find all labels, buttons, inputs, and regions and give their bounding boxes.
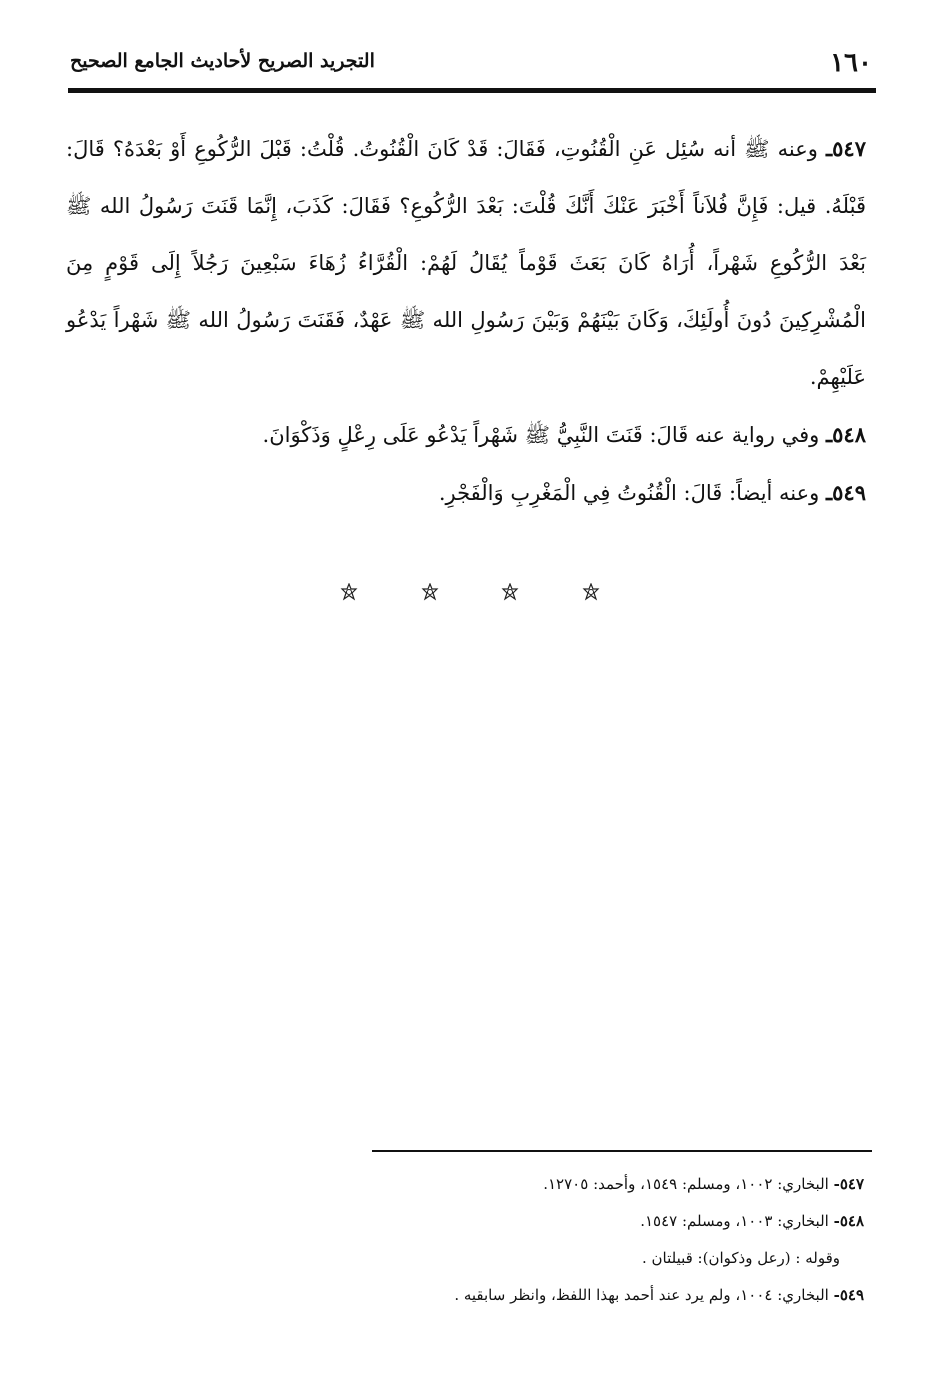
footnote-text: البخاري: ١٠٠٣، ومسلم: ١٥٤٧.	[640, 1212, 829, 1230]
hadith-number: ٥٤٧ـ	[825, 136, 866, 161]
footnote	[300, 1277, 864, 1314]
hadith-number: ٥٤٨ـ	[826, 422, 866, 447]
footnote-number: ٥٤٨-	[833, 1212, 864, 1230]
star-ornament-icon	[340, 583, 358, 601]
star-ornament-icon	[582, 583, 600, 601]
hadith-paragraph	[66, 120, 866, 406]
header-rule	[68, 88, 876, 93]
hadith-text: وفي رواية عنه قَالَ: قَنَتَ النَّبِيُّ ﷺ شَهْراً يَدْعُو عَلَى رِعْلٍ وَذَكْوَانَ.	[262, 423, 820, 447]
star-ornament-icon	[501, 583, 519, 601]
footnote-text: وقوله : (رعل وذكوان): قبيلتان .	[641, 1249, 840, 1267]
star-ornament-icon	[421, 583, 439, 601]
page-header	[68, 44, 876, 88]
hadith-paragraph	[66, 406, 866, 464]
running-title: التجريد الصريح لأحاديث الجامع الصحيح	[70, 50, 375, 72]
main-text	[66, 120, 866, 522]
hadith-paragraph	[66, 464, 866, 522]
footnotes	[300, 1166, 864, 1314]
hadith-text: وعنه ﷺ أنه سُئِل عَنِ الْقُنُوتِ، فَقَالَ: قَدْ كَانَ الْقُنُوتُ. قُلْتُ: قَبْلَ الرُّكُوعِ أَوْ بَعْدَهُ؟ قَالَ: قَبْلَهُ. قيل: فَإِنَّ فُلاَناً أَخْبَرَ عَنْكَ أَنَّكَ قُلْتَ: بَعْدَ الرُّكُوعِ؟ فَقَالَ: كَذَبَ، إِنَّمَا قَنَتَ رَسُولُ الله ﷺ بَعْدَ الرُّكُوعِ شَهْراً، أُرَاهُ كَانَ بَعَثَ قَوْماً يُقَالُ لَهُمْ: الْقُرَّاءُ زُهَاءَ سَبْعِينَ رَجُلاً إِلَى قَوْمٍ مِنَ الْمُشْرِكِينَ دُونَ أُولَئِكَ، وَكَانَ بَيْنَهُمْ وَبَيْنَ رَسُولِ الله ﷺ عَهْدٌ، فَقَنَتَ رَسُولُ الله ﷺ شَهْراً يَدْعُو عَلَيْهِمْ.	[66, 137, 866, 389]
footnote	[300, 1203, 864, 1240]
footnote-number: ٥٤٩-	[833, 1286, 864, 1304]
hadith-text: وعنه أيضاً: قَالَ: الْقُنُوتُ فِي الْمَغْرِبِ وَالْفَجْرِ.	[438, 481, 820, 505]
footnote-separator	[372, 1150, 872, 1152]
hadith-number: ٥٤٩ـ	[826, 480, 866, 505]
footnote-note	[300, 1240, 864, 1277]
footnote	[300, 1166, 864, 1203]
section-divider-ornaments	[340, 572, 600, 612]
footnote-text: البخاري: ١٠٠٤، ولم يرد عند أحمد بهذا اللفظ، وانظر سابقيه .	[454, 1286, 829, 1304]
page-number: ١٦٠	[830, 48, 872, 78]
footnote-text: البخاري: ١٠٠٢، ومسلم: ١٥٤٩، وأحمد: ١٢٧٠٥.	[543, 1175, 829, 1193]
footnote-number: ٥٤٧-	[833, 1175, 864, 1193]
